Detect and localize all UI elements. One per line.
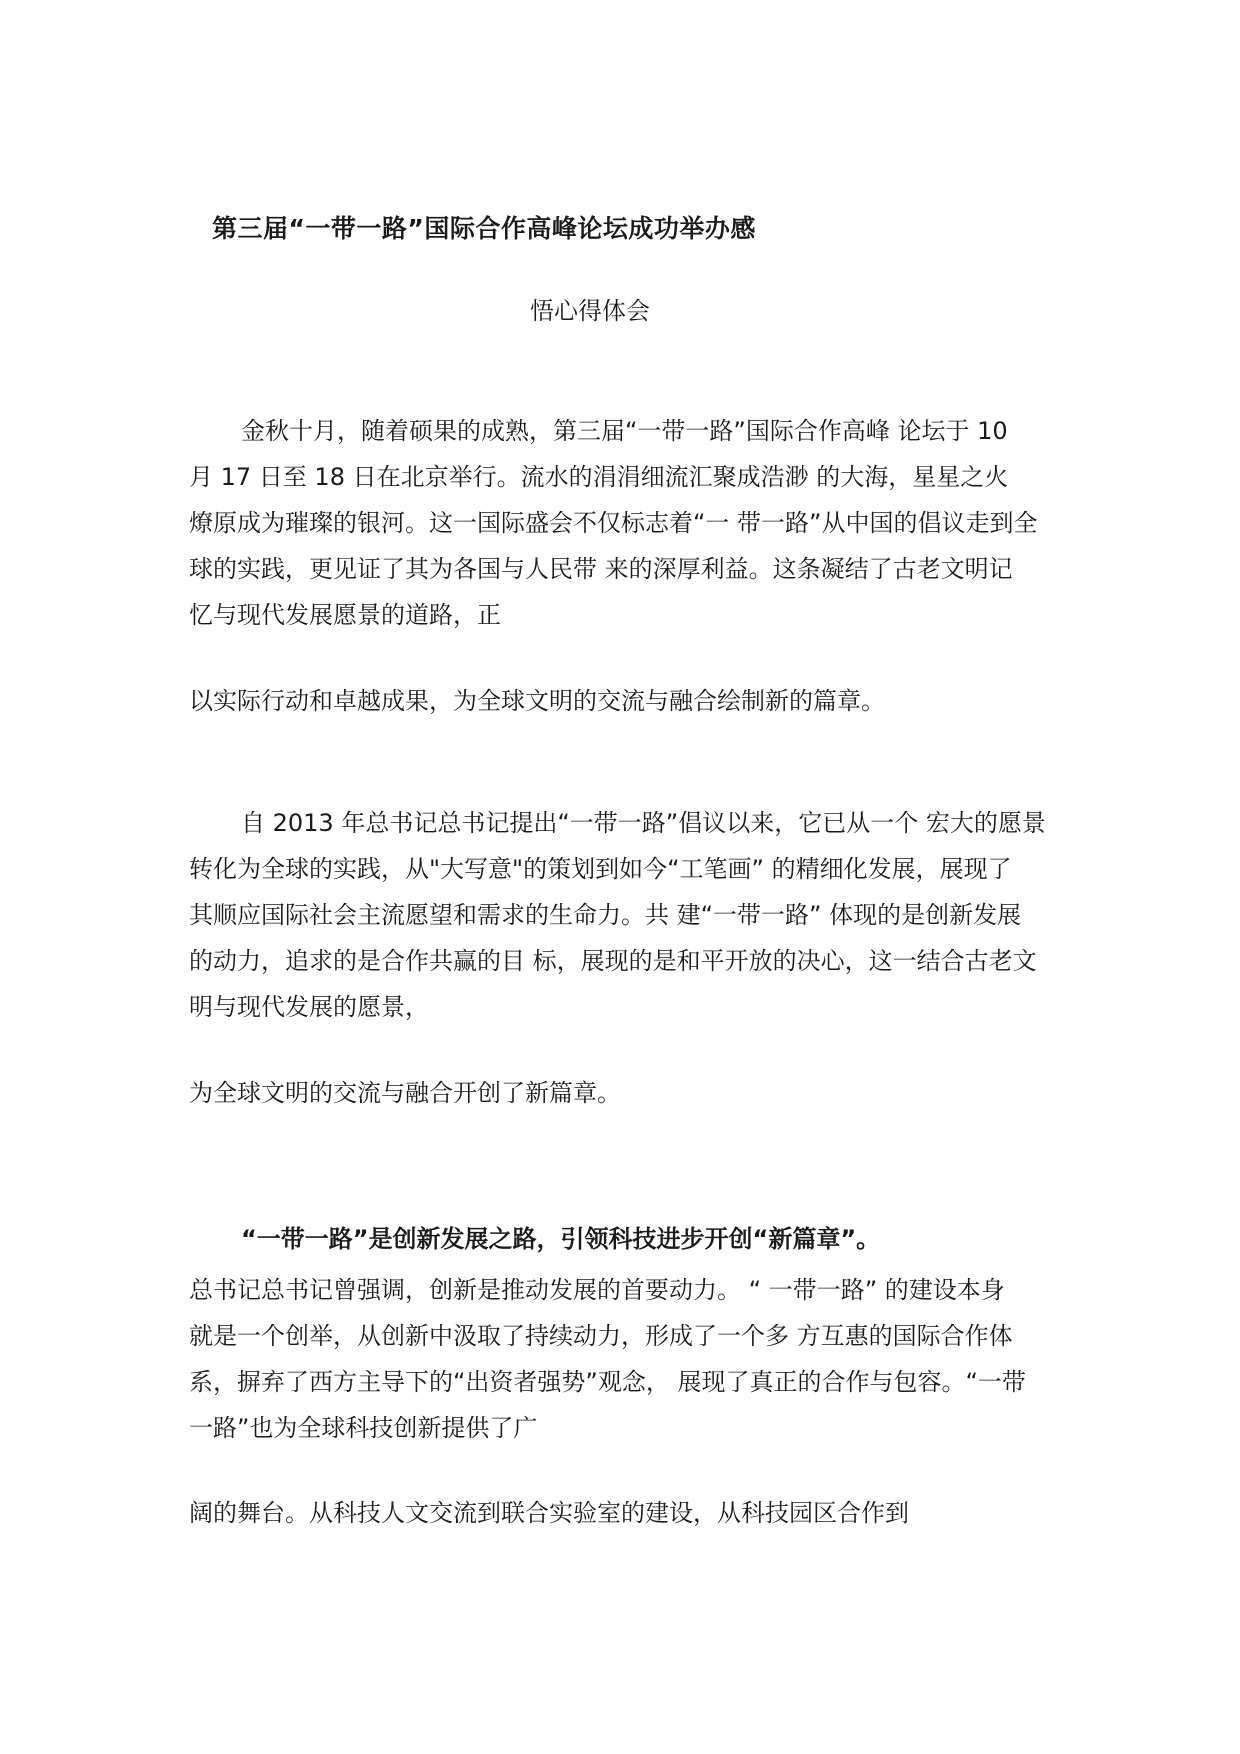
paragraph-line: 系，摒弃了西方主导下的“出资者强势”观念， 展现了真正的合作与包容。“一带	[189, 1368, 1026, 1396]
document-title: 第三届“一带一路”国际合作高峰论坛成功举办感	[212, 214, 756, 243]
paragraph-line: 以实际行动和卓越成果，为全球文明的交流与融合绘制新的篇章。	[189, 687, 885, 715]
paragraph-6	[189, 1490, 1069, 1536]
paragraph-line: 燎原成为璀璨的银河。这一国际盛会不仅标志着“一 带一路”从中国的倡议走到全	[189, 509, 1038, 537]
section-heading: “一带一路”是创新发展之路，引领科技进步开创“新篇章”。	[241, 1225, 881, 1253]
paragraph-2	[189, 678, 1069, 724]
paragraph-line: 自 2013 年总书记总书记提出“一带一路”倡议以来，它已从一个 宏大的愿景	[241, 809, 1046, 837]
paragraph-4	[189, 1070, 1069, 1116]
paragraph-line: 明与现代发展的愿景，	[189, 993, 429, 1021]
paragraph-line: 的动力，追求的是合作共赢的目 标，展现的是和平开放的决心，这一结合古老文	[189, 947, 1037, 975]
paragraph-line: 为全球文明的交流与融合开创了新篇章。	[189, 1079, 621, 1107]
paragraph-line: 就是一个创举，从创新中汲取了持续动力，形成了一个多 方互惠的国际合作体	[189, 1322, 1013, 1350]
paragraph-line: 总书记总书记曾强调，创新是推动发展的首要动力。 “ 一带一路” 的建设本身	[189, 1276, 1005, 1304]
paragraph-3	[189, 800, 1069, 1030]
paragraph-line: 忆与现代发展愿景的道路，正	[189, 601, 501, 629]
paragraph-line: 转化为全球的实践，从"大写意"的策划到如今“工笔画” 的精细化发展，展现了	[189, 855, 1012, 883]
paragraph-line: 月 17 日至 18 日在北京举行。流水的涓涓细流汇聚成浩渺 的大海，星星之火	[189, 463, 1009, 491]
paragraph-5	[189, 1267, 1069, 1451]
paragraph-line: 一路”也为全球科技创新提供了广	[189, 1414, 538, 1442]
paragraph-line: 金秋十月，随着硕果的成熟，第三届“一带一路”国际合作高峰 论坛于 10	[241, 417, 1008, 445]
paragraph-line: 球的实践，更见证了其为各国与人民带 来的深厚利益。这条凝结了古老文明记	[189, 555, 1013, 583]
paragraph-1	[189, 408, 1069, 638]
document-subtitle: 悟心得体会	[530, 297, 650, 325]
paragraph-line: 其顺应国际社会主流愿望和需求的生命力。共 建“一带一路” 体现的是创新发展	[189, 901, 1022, 929]
paragraph-line: 阔的舞台。从科技人文交流到联合实验室的建设，从科技园区合作到	[189, 1499, 909, 1527]
